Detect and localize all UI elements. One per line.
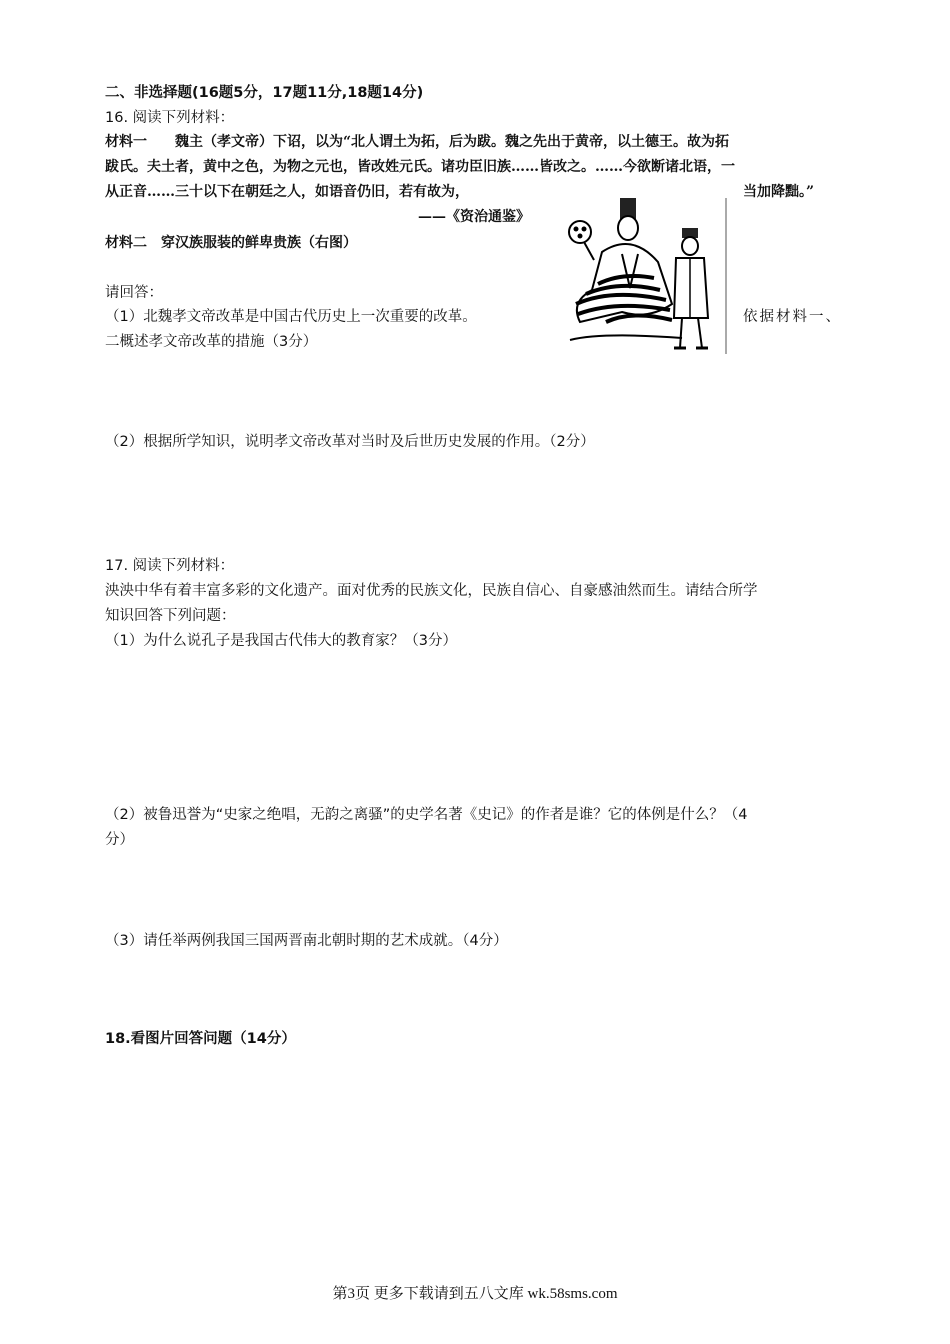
- q16-part2: （2）根据所学知识，说明孝文帝改革对当时及后世历史发展的作用。（2分）: [105, 434, 595, 450]
- q16-material1-line3: 从正音……三十以下在朝廷之人，如语音仍旧，若有故为，: [105, 184, 469, 200]
- q16-source: ——《资治通鉴》: [418, 209, 530, 225]
- q16-part1-c: 二概述孝文帝改革的措施（3分）: [105, 334, 318, 350]
- q17-part2-line1: （2）被鲁迅誉为“史家之绝唱，无韵之离骚”的史学名著《史记》的作者是谁？它的体例是什么？（4: [105, 807, 748, 823]
- xianbei-noble-icon: [562, 192, 730, 358]
- q16-prompt: 请回答：: [105, 285, 163, 301]
- section-heading: 二、非选择题(16题5分，17题11分,18题14分): [105, 85, 424, 101]
- q17-intro-line2: 知识回答下列问题：: [105, 608, 236, 624]
- q17-part3: （3）请任举两例我国三国两晋南北朝时期的艺术成就。（4分）: [105, 933, 508, 949]
- q17-part2-line2: 分）: [105, 832, 134, 848]
- q17-intro-line1: 泱泱中华有着丰富多彩的文化遗产。面对优秀的民族文化，民族自信心、自豪感油然而生。请结合所学: [105, 583, 758, 599]
- q17-part1: （1）为什么说孔子是我国古代伟大的教育家？（3分）: [105, 633, 457, 649]
- q17-title: 17. 阅读下列材料：: [105, 558, 235, 574]
- page-footer: 第3页 更多下载请到五八文库 wk.58sms.com: [332, 1286, 618, 1302]
- q16-title: 16. 阅读下列材料：: [105, 110, 235, 126]
- q16-material1-line2: 跋氏。夫土者，黄中之色，为物之元也，皆改姓元氏。诸功臣旧族……皆改之。……今欲断诸北语，一: [105, 159, 735, 175]
- q16-material2: 材料二 穿汉族服装的鲜卑贵族（右图）: [105, 235, 357, 251]
- xianbei-noble-illustration: [562, 192, 730, 358]
- q16-part1-a: （1）北魏孝文帝改革是中国古代历史上一次重要的改革。: [105, 309, 477, 325]
- q16-material1-line3-end: 当加降黜。”: [743, 184, 815, 200]
- q18-title: 18.看图片回答问题（14分）: [105, 1031, 296, 1047]
- q16-part1-b: 依据材料一、: [743, 309, 842, 325]
- q16-material1-line1: 材料一 魏主（孝文帝）下诏，以为“北人谓土为拓，后为跋。魏之先出于黄帝，以土德王。故为拓: [105, 134, 730, 150]
